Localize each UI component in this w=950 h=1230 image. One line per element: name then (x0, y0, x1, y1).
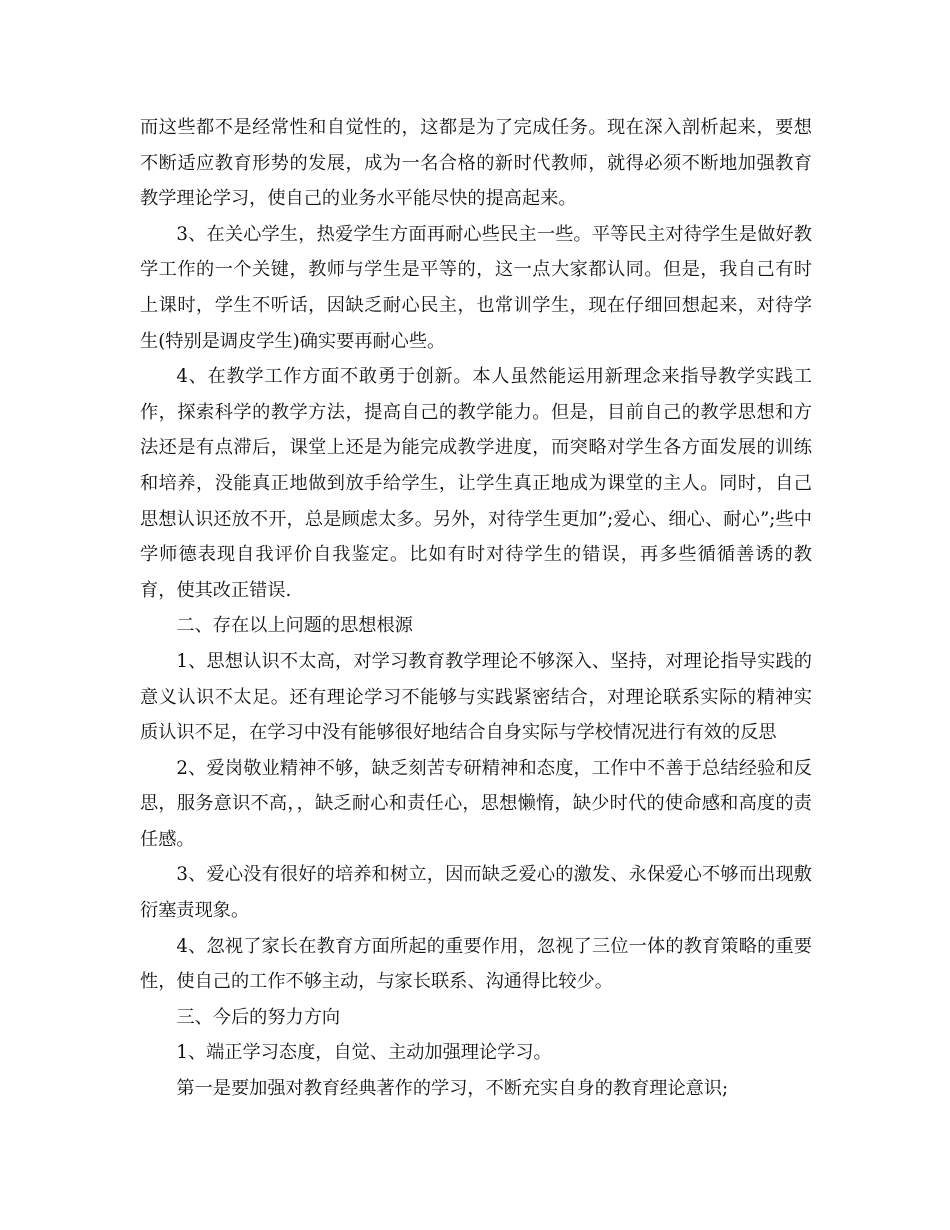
paragraph-direction-1-first: 第一是要加强对教育经典著作的学习，不断充实自身的教育理论意识; (176, 1078, 729, 1100)
paragraph-direction-1: 1、端正学习态度，自觉、主动加强理论学习。 (176, 1042, 552, 1064)
paragraph-cause-3: 3、爱心没有很好的培养和树立，因而缺乏爱心的激发、永保爱心不够而出现敷衍塞责现象。 (140, 864, 812, 922)
paragraph-cause-1: 1、思想认识不太高，对学习教育教学理论不够深入、坚持，对理论指导实践的意义认识不太足。还有理论学习不能够与实践紧密结合，对理论联系实际的精神实质认识不足，在学习中没有能够很好地结合自身实际与学校情况进行有效的反思 (140, 650, 812, 744)
document-body (140, 110, 812, 1107)
section-heading-future-direction: 三、今后的努力方向 (176, 1006, 341, 1028)
section-heading-root-causes: 二、存在以上问题的思想根源 (176, 615, 413, 637)
paragraph-patience-democracy: 3、在关心学生，热爱学生方面再耐心些民主一些。平等民主对待学生是做好教学工作的一个关键，教师与学生是平等的，这一点大家都认同。但是，我自己有时上课时，学生不听话，因缺乏耐心民主，也常训学生，现在仔细回想起来，对待学生(特别是调皮学生)确实要再耐心些。 (140, 223, 812, 352)
paragraph-cause-4: 4、忽视了家长在教育方面所起的重要作用，忽视了三位一体的教育策略的重要性，使自己的工作不够主动，与家长联系、沟通得比较少。 (140, 935, 812, 993)
paragraph-cause-2: 2、爱岗敬业精神不够，缺乏刻苦专研精神和态度，工作中不善于总结经验和反思，服务意识不高，，缺乏耐心和责任心，思想懒惰，缺少时代的使命感和高度的责任感。 (140, 757, 812, 850)
paragraph-innovation: 4、在教学工作方面不敢勇于创新。本人虽然能运用新理念来指导教学实践工作，探索科学的教学方法，提高自己的教学能力。但是，目前自己的教学思想和方法还是有点滞后，课堂上还是为能完成教学进度，而突略对学生各方面发展的训练和培养，没能真正地做到放手给学生，让学生真正地成为课堂的主人。同时，自己思想认识还放不开，总是顾虑太多。另外，对待学生更加”;爱心、细心、耐心”;些中学师德表现自我评价自我鉴定。比如有时对待学生的错误，再多些循循善诱的教育，使其改正错误. (140, 366, 812, 601)
paragraph-continuation: 而这些都不是经常性和自觉性的，这都是为了完成任务。现在深入剖析起来，要想不断适应教育形势的发展，成为一名合格的新时代教师，就得必须不断地加强教育教学理论学习，使自己的业务水平能尽快的提高起来。 (140, 117, 812, 210)
